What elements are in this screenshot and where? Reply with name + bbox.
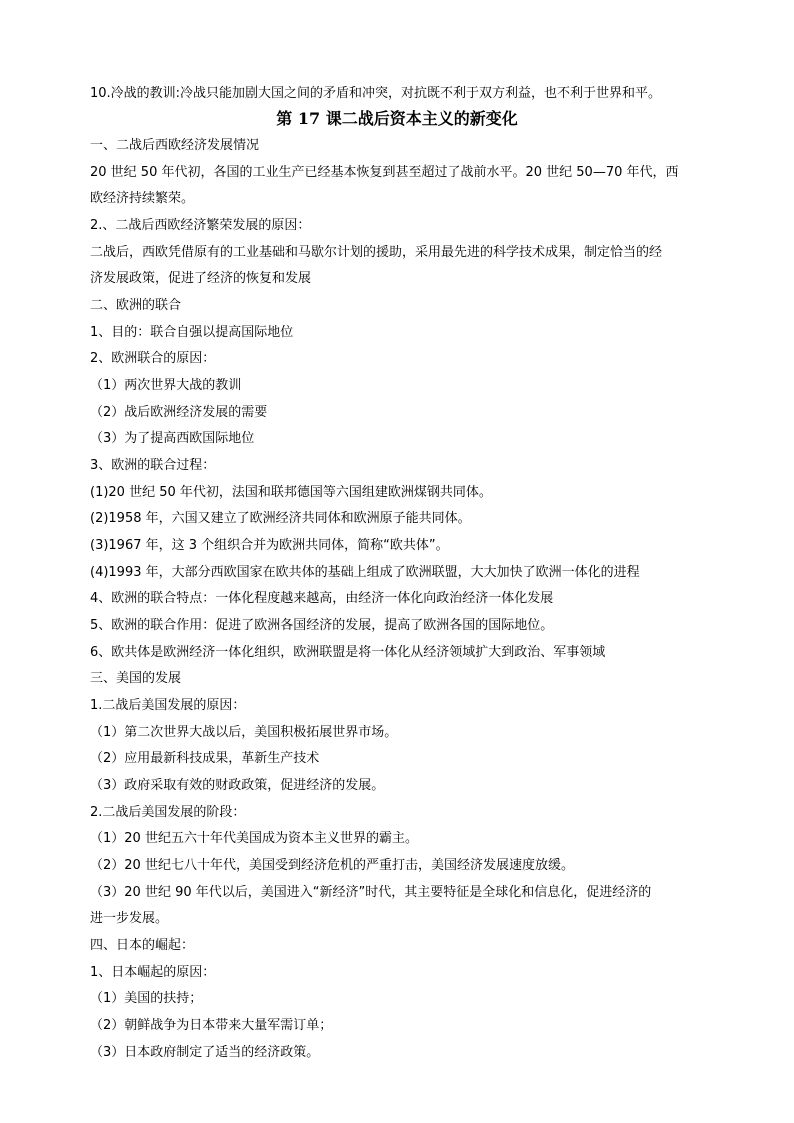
list-item: （2）朝鲜战争为日本带来大量军需订单； (90, 1018, 333, 1033)
list-item: （1）两次世界大战的教训 (90, 378, 242, 393)
list-item: 2.二战后美国发展的阶段： (90, 805, 246, 820)
list-item: （1）20 世纪五六十年代美国成为资本主义世界的霸主。 (90, 831, 418, 846)
list-item: （2）战后欧洲经济发展的需要 (90, 405, 268, 420)
intro-line: 10.冷战的教训:冷战只能加剧大国之间的矛盾和冲突，对抗既不利于双方利益，也不利于世界和平。 (90, 86, 662, 101)
paragraph-line: 进一步发展。 (90, 911, 169, 926)
list-item: （3）为了提高西欧国际地位 (90, 431, 255, 446)
list-item: 5、欧洲的联合作用：促进了欧洲各国经济的发展，提高了欧洲各国的国际地位。 (90, 618, 554, 633)
list-item: (3)1967 年，这 3 个组织合并为欧洲共同体，简称“欧共体”。 (90, 538, 449, 553)
list-item: （2）应用最新科技成果，革新生产技术 (90, 751, 320, 766)
paragraph-line: 欧经济持续繁荣。 (90, 191, 195, 206)
list-item: (1)20 世纪 50 年代初，法国和联邦德国等六国组建欧洲煤钢共同体。 (90, 485, 492, 500)
list-item: （1）美国的扶持； (90, 991, 203, 1006)
list-item: 1.二战后美国发展的原因： (90, 698, 246, 713)
list-item: 1、日本崛起的原因： (90, 965, 216, 980)
list-item: 1、目的：联合自强以提高国际地位 (90, 325, 294, 340)
list-item: （3）20 世纪 90 年代以后，美国进入“新经济”时代，其主要特征是全球化和信息化，促进经济的 (90, 885, 652, 900)
list-item: 6、欧共体是欧洲经济一体化组织，欧洲联盟是将一体化从经济领域扩大到政治、军事领域 (90, 645, 606, 660)
paragraph-line: 20 世纪 50 年代初，各国的工业生产已经基本恢复到甚至超过了战前水平。20 世纪 50—70 年代，西 (90, 165, 679, 180)
list-item: （2）20 世纪七八十年代，美国受到经济危机的严重打击，美国经济发展速度放缓。 (90, 858, 574, 873)
list-item: 4、欧洲的联合特点：一体化程度越来越高，由经济一体化向政治经济一体化发展 (90, 591, 554, 606)
list-item: 3、欧洲的联合过程： (90, 458, 216, 473)
list-item: （1）第二次世界大战以后，美国积极拓展世界市场。 (90, 725, 398, 740)
list-item: 2、欧洲联合的原因： (90, 351, 216, 366)
paragraph-line: 二战后，西欧凭借原有的工业基础和马歇尔计划的援助，采用最先进的科学技术成果，制定恰当的经 (90, 245, 663, 260)
paragraph-line: 济发展政策，促进了经济的恢复和发展 (90, 271, 312, 286)
list-item: (2)1958 年，六国又建立了欧洲经济共同体和欧洲原子能共同体。 (90, 511, 471, 526)
list-item: （3）政府采取有效的财政政策，促进经济的发展。 (90, 778, 385, 793)
section-heading-european-union: 二、欧洲的联合 (90, 298, 182, 313)
list-item: (4)1993 年，大部分西欧国家在欧共体的基础上组成了欧洲联盟，大大加快了欧洲一体化的进程 (90, 565, 640, 580)
section-heading-united-states: 三、美国的发展 (90, 671, 182, 686)
list-item: （3）日本政府制定了适当的经济政策。 (90, 1045, 320, 1060)
section-heading-japan: 四、日本的崛起： (90, 938, 195, 953)
subheading-line: 2.、二战后西欧经济繁荣发展的原因： (90, 218, 311, 233)
section-heading-western-europe: 一、二战后西欧经济发展情况 (90, 138, 260, 153)
lesson-title: 第 17 课二战后资本主义的新变化 (276, 109, 518, 128)
